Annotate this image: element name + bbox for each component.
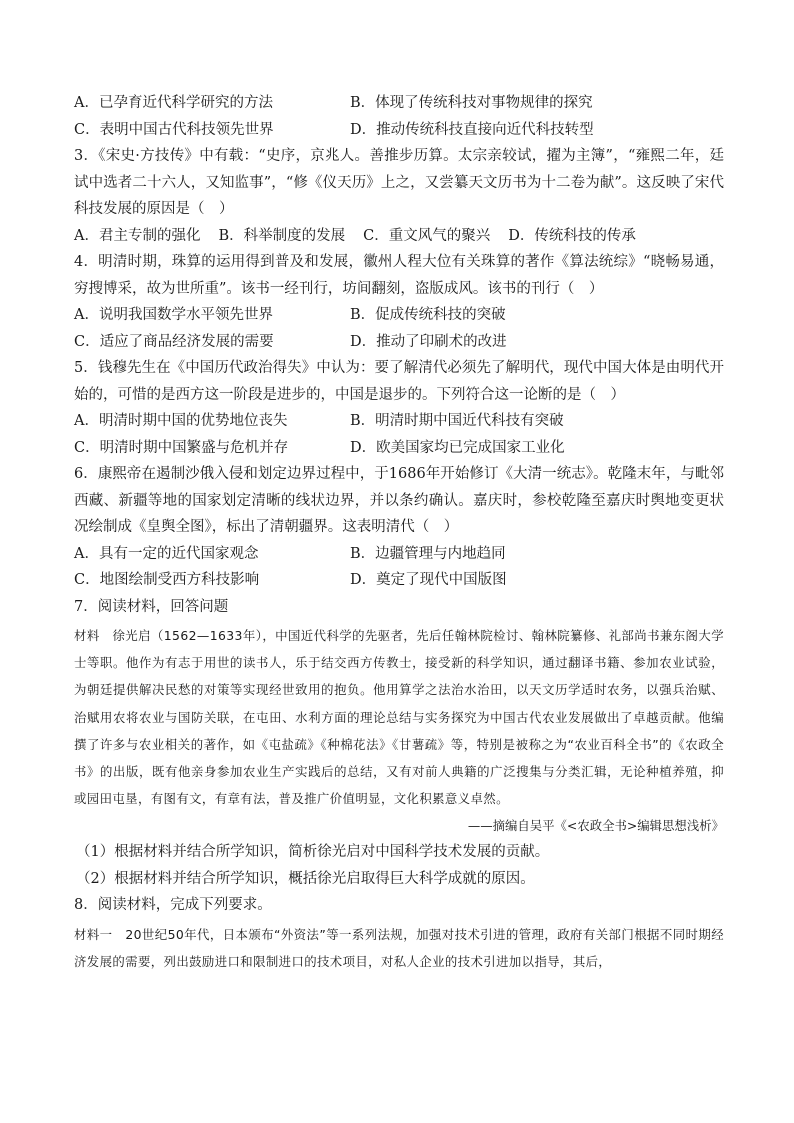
- q4-option-a[interactable]: A．说明我国数学水平领先世界: [74, 307, 273, 323]
- q4-option-c[interactable]: C．适应了商品经济发展的需要: [74, 333, 274, 350]
- q2-option-c[interactable]: C．表明中国古代科技领先世界: [74, 121, 274, 138]
- q3-options: [74, 223, 724, 250]
- q2-option-d[interactable]: D．推动传统科技直接向近代科技转型: [350, 121, 594, 138]
- q5-option-d[interactable]: D．欧美国家均已完成国家工业化: [350, 439, 565, 456]
- q2-option-b[interactable]: B．体现了传统科技对事物规律的探究: [350, 95, 593, 111]
- q3-option-a[interactable]: A．君主专制的强化: [74, 227, 201, 244]
- q6-options-row2: [74, 567, 724, 594]
- q3-stem: 3．《宋史·方技传》中有载：“史序，京兆人。善推步历算。太宗亲较试，擢为主簿”，“雍熙二年，廷试中选者二十六人，又知监事”，“修《仪天历》上之，又尝纂天文历书为十二卷为献”。这反映了宋代科技发展的原因是（ ）: [74, 148, 724, 217]
- q3-option-c[interactable]: C．重文风气的聚兴: [363, 227, 491, 244]
- q4-option-d[interactable]: D．推动了印刷术的改进: [350, 333, 507, 350]
- q5-options-row2: [74, 435, 724, 462]
- q6-option-c[interactable]: C．地图绘制受西方科技影响: [74, 572, 260, 588]
- q7-subquestion-2: （2）根据材料并结合所学知识，概括徐光启取得巨大科学成就的原因。: [76, 870, 535, 887]
- q7-subquestion-1: （1）根据材料并结合所学知识，简析徐光启对中国科学技术发展的贡献。: [76, 844, 550, 861]
- q5-stem: 5．钱穆先生在《中国历代政治得失》中认为：要了解清代必须先了解明代，现代中国大体是由明代开始的，可惜的是西方这一阶段是进步的，中国是退步的。下列符合这一论断的是（ ）: [74, 360, 724, 403]
- q7-material: 材料 徐光启（1562—1633年），中国近代科学的先驱者，先后任翰林院检讨、翰林院纂修、礼部尚书兼东阁大学士等职。他作为有志于用世的读书人，乐于结交西方传教士，接受新的科学知识，通过翻译书籍、参加农业试验，为朝廷提供解决民愁的对策等实现经世致用的抱负。他用算学之法治水治田，以天文历学适时农务，以强兵治赋、治赋用农将农业与国防关联，在屯田、水利方面的理论总结与实务探究为中国古代农业发展做出了卓越贡献。他编撰了许多与农业相关的著作，如《屯盐疏》《种棉花法》《甘薯疏》等，特别是被称之为“农业百科全书”的《农政全书》的出版，既有他亲身参加农业生产实践后的总结，又有对前人典籍的广泛搜集与分类汇辑，无论种植养殖，抑或园田屯垦，有图有文，有章有法，普及推广价值明显，文化积累意义卓然。: [74, 628, 724, 807]
- exam-page: [74, 90, 724, 975]
- q3-option-d[interactable]: D．传统科技的传承: [508, 227, 636, 244]
- q4-option-b[interactable]: B．促成传统科技的突破: [350, 307, 506, 323]
- q8-material: 材料一 20世纪50年代，日本颁布“外资法”等一系列法规，加强对技术引进的管理，政府有关部门根据不同时期经济发展的需要，列出鼓励进口和限制进口的技术项目，对私人企业的技术引进加以指导，其后，: [74, 926, 724, 970]
- q4-options-row2: [74, 329, 724, 356]
- q5-option-c[interactable]: C．明清时期中国繁盛与危机并存: [74, 439, 289, 456]
- q6-option-a[interactable]: A．具有一定的近代国家观念: [74, 545, 259, 562]
- q6-stem: 6．康熙帝在遏制沙俄入侵和划定边界过程中，于1686年开始修订《大清一统志》。乾隆末年，与毗邻西藏、新疆等地的国家划定清晰的线状边界，并以条约确认。嘉庆时，参校乾隆至嘉庆时舆地变更状况绘制成《皇舆全图》，标出了清朝疆界。这表明清代（ ）: [74, 466, 724, 535]
- q6-option-d[interactable]: D．奠定了现代中国版图: [350, 572, 507, 588]
- q8-title: 8．阅读材料，完成下列要求。: [74, 897, 272, 914]
- q6-options-row1: [74, 541, 724, 568]
- q7-title: 7．阅读材料，回答问题: [74, 598, 229, 615]
- q4-options-row1: [74, 302, 724, 329]
- q5-options-row1: [74, 408, 724, 435]
- q6-option-b[interactable]: B．边疆管理与内地趋同: [350, 545, 506, 562]
- q7-source: ——摘编自吴平《<农政全书>编辑思想浅析》: [467, 818, 724, 834]
- q5-option-b[interactable]: B．明清时期中国近代科技有突破: [350, 413, 564, 429]
- q4-stem: 4．明清时期，珠算的运用得到普及和发展，徽州人程大位有关珠算的著作《算法统综》“晓畅易通，穷搜博采，故为世所重”。该书一经刊行，坊间翻刻，盗版成风。该书的刊行（ ）: [74, 254, 724, 297]
- q2-options-row2: [74, 117, 724, 144]
- q5-option-a[interactable]: A．明清时期中国的优势地位丧失: [74, 413, 288, 429]
- q3-option-b[interactable]: B．科举制度的发展: [218, 227, 346, 244]
- q2-options-row1: [74, 90, 724, 117]
- q2-option-a[interactable]: A．已孕育近代科学研究的方法: [74, 95, 273, 111]
